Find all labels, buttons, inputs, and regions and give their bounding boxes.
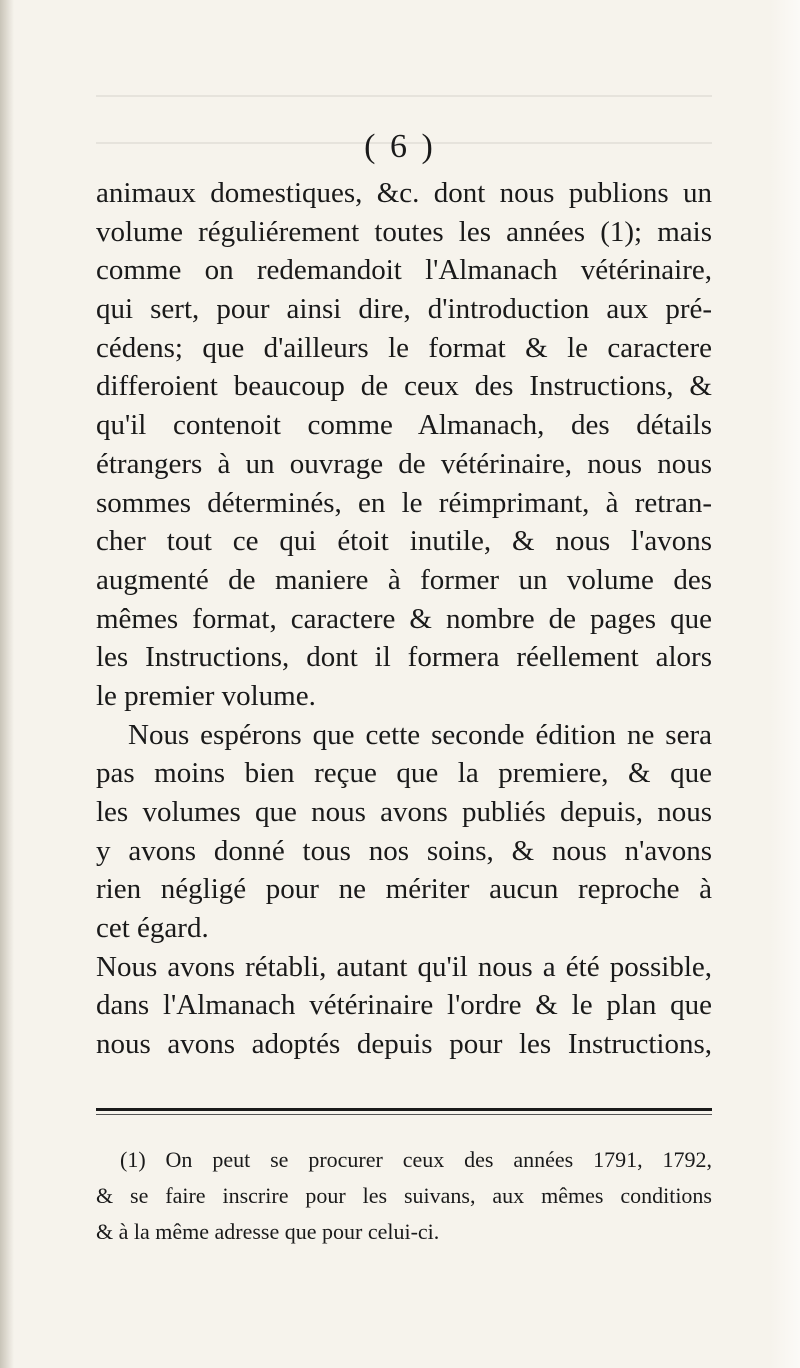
text-line: nous avons adoptés depuis pour les Instructions, bbox=[96, 1028, 712, 1061]
page-gutter-shadow bbox=[0, 0, 14, 1368]
text-line: qui sert, pour ainsi dire, d'introduction aux pré- bbox=[96, 293, 712, 326]
text-line: dans l'Almanach vétérinaire l'ordre & le plan que bbox=[96, 989, 712, 1022]
text-line: sommes déterminés, en le réimprimant, à retran- bbox=[96, 486, 712, 519]
text-line: volume réguliérement toutes les années (1); mais bbox=[96, 215, 712, 248]
text-line: pas moins bien reçue que la premiere, & que bbox=[96, 757, 712, 790]
text-line: le premier volume. bbox=[96, 679, 316, 712]
text-line: qu'il contenoit comme Almanach, des détails bbox=[96, 409, 712, 442]
body-text bbox=[96, 174, 712, 1064]
text-line: les volumes que nous avons publiés depuis, nous bbox=[96, 796, 712, 828]
text-line: cédens; que d'ailleurs le format & le caractere bbox=[96, 331, 712, 364]
text-line: rien négligé pour ne mériter aucun reproche à bbox=[96, 873, 712, 906]
text-line: Nous avons rétabli, autant qu'il nous a été possible, bbox=[96, 950, 712, 983]
footnote bbox=[96, 1142, 712, 1250]
text-line: mêmes format, caractere & nombre de pages que bbox=[96, 602, 712, 635]
text-line: étrangers à un ouvrage de vétérinaire, nous nous bbox=[96, 447, 712, 480]
text-line: animaux domestiques, &c. dont nous publions un bbox=[96, 177, 712, 209]
page-number: ( 6 ) bbox=[364, 128, 436, 165]
text-line: differoient beaucoup de ceux des Instructions, & bbox=[96, 370, 712, 403]
text-line: y avons donné tous nos soins, & nous n'avons bbox=[96, 834, 712, 867]
footnote-rule bbox=[96, 1108, 712, 1111]
footnote-line: & à la même adresse que pour celui-ci. bbox=[96, 1219, 440, 1244]
text-line: Nous espérons que cette seconde édition ne sera bbox=[128, 718, 712, 751]
footnote-line: & se faire inscrire pour les suivans, aux mêmes conditions bbox=[96, 1183, 712, 1208]
text-line: comme on redemandoit l'Almanach vétérinaire, bbox=[96, 254, 712, 287]
text-line: cher tout ce qui étoit inutile, & nous l'avons bbox=[96, 525, 712, 558]
page-edge-highlight bbox=[770, 0, 800, 1368]
text-line: augmenté de maniere à former un volume des bbox=[96, 563, 712, 596]
text-line: les Instructions, dont il formera réellement alors bbox=[96, 641, 712, 674]
footnote-rule-thin bbox=[96, 1114, 712, 1115]
text-line: cet égard. bbox=[96, 912, 209, 945]
footnote-line: (1) On peut se procurer ceux des années 1791, 1792, bbox=[120, 1147, 712, 1172]
